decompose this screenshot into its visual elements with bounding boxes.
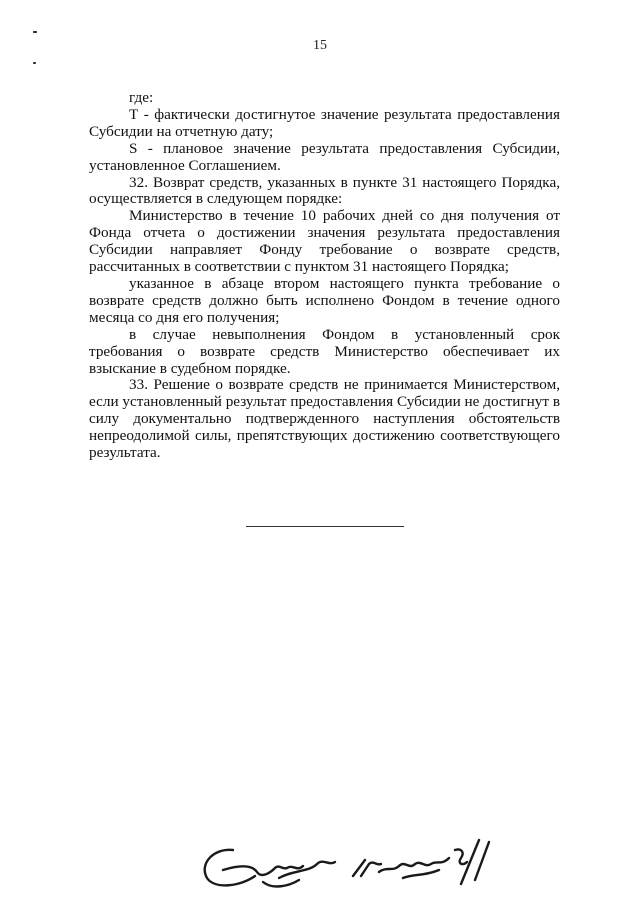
paragraph-32: 32. Возврат средств, указанных в пункте 31 настоящего Порядка, осуществляется в следующем порядке: [89,173,560,208]
document-body [89,90,560,462]
paragraph-32-item-3: в случае невыполнения Фондом в установленный срок требования о возврате средств Министерство обеспечивает их взыскание в судебном порядке. [89,325,560,377]
paragraph-where: где: [129,89,154,106]
paragraph-32-item-2: указанное в абзаце втором настоящего пункта требование о возврате средств должно быть исполнено Фондом в течение одного месяца со дня его получения; [89,274,560,326]
margin-mark [33,62,36,64]
paragraph-33: 33. Решение о возврате средств не принимается Министерством, если установленный результат предоставления Субсидии не достигнут в силу документально подтвержденного наступления обстоятельств непреодолимой силы, препятствующих достижению соответствующего результата. [89,376,560,462]
paragraph-32-item-1: Министерство в течение 10 рабочих дней со дня получения от Фонда отчета о достижении значения результата предоставления Субсидии направляет Фонду требование о возврате средств, рассчитанных в соответствии с пунктом 31 настоящего Порядка; [89,207,560,276]
paragraph-t-definition: Т - фактически достигнутое значение результата предоставления Субсидии на отчетную дату; [89,105,560,140]
margin-mark [33,31,37,33]
paragraph-s-definition: S - плановое значение результата предоставления Субсидии, установленное Соглашением. [89,139,560,174]
end-divider [246,526,404,527]
handwritten-signature [193,820,513,900]
page-number: 15 [313,38,327,53]
